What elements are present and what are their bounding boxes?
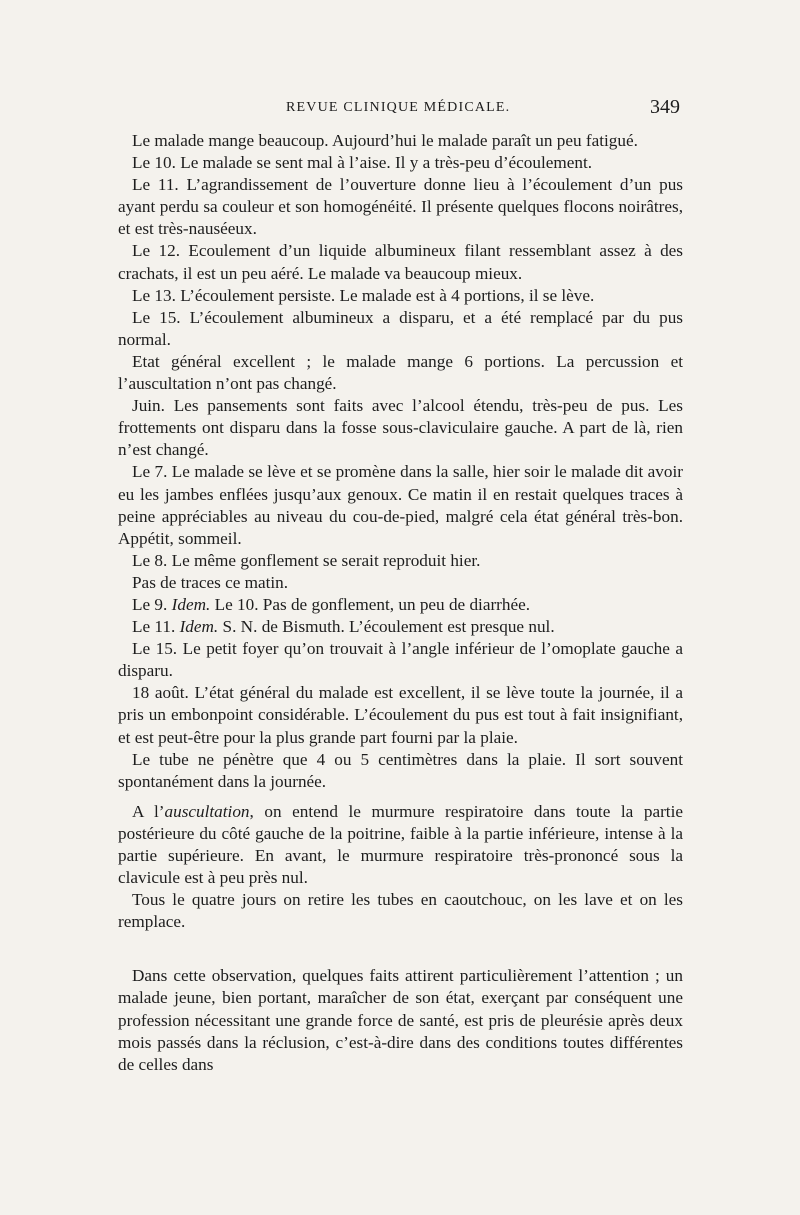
paragraph <box>118 594 683 616</box>
paragraph <box>118 801 683 889</box>
page-header <box>118 96 686 126</box>
text-run: , on entend le murmure respiratoire dans toute la partie postérieure du côté gauche de la poitrine, faible à la partie inférieure, intense à la partie supérieure. En avant, le murmure respiratoire très-prononcé sous la clavicule est à peu près nul. <box>118 801 683 888</box>
paragraph <box>118 616 683 638</box>
body-text <box>118 130 683 1076</box>
paragraph: 18 août. L’état général du malade est excellent, il se lève toute la journée, il a pris un embonpoint considérable. L’écoulement du pus est tout à fait insignifiant, et est peut-être pour la plus grande part fourni par la plaie. <box>118 683 683 747</box>
italic-text: auscultation <box>164 801 250 821</box>
italic-text: Idem. <box>179 617 219 637</box>
paragraph: Le 8. Le même gonflement se serait reproduit hier. <box>132 550 481 570</box>
italic-text: Idem. <box>171 594 211 614</box>
paragraph: Le 15. L’écoulement albumineux a disparu, et a été remplacé par du pus normal. <box>118 307 683 349</box>
paragraph: Le 11. L’agrandissement de l’ouverture donne lieu à l’écoulement d’un pus ayant perdu sa couleur et son homogénéité. Il présente quelques flocons noirâtres, et est très-nauséeux. <box>118 175 683 239</box>
page-number: 349 <box>650 96 680 118</box>
text-run: A l’ <box>132 801 165 821</box>
text-run: S. N. de Bismuth. L’écoulement est presque nul. <box>218 617 555 637</box>
text-run: Le 11. <box>132 617 180 637</box>
paragraph: Etat général excellent ; le malade mange 6 portions. La percussion et l’auscultation n’ont pas changé. <box>118 351 683 394</box>
paragraph: Le 10. Le malade se sent mal à l’aise. Il y a très-peu d’écoulement. <box>132 153 593 173</box>
running-head: REVUE CLINIQUE MÉDICALE. <box>286 100 511 115</box>
paragraph: Le 15. Le petit foyer qu’on trouvait à l’angle inférieur de l’omoplate gauche a disparu. <box>118 639 683 681</box>
paragraph: Le 12. Ecoulement d’un liquide albumineux filant ressemblant assez à des crachats, il est un peu aéré. Le malade va beaucoup mieux. <box>118 241 683 283</box>
paragraph: Le tube ne pénètre que 4 ou 5 centimètres dans la plaie. Il sort souvent spontanément dans la journée. <box>118 749 683 791</box>
text-run: Le 9. <box>132 594 172 614</box>
text-run: Le 10. Pas de gonflement, un peu de diarrhée. <box>210 594 531 614</box>
paragraph: Pas de traces ce matin. <box>132 572 289 592</box>
paragraph: Le 7. Le malade se lève et se promène dans la salle, hier soir le malade dit avoir eu les jambes enflées jusqu’aux genoux. Ce matin il en restait quelques traces à peine appréciables au niveau du cou-de-pied, malgré cela état général très-bon. Appétit, sommeil. <box>118 462 683 548</box>
paragraph: Tous le quatre jours on retire les tubes en caoutchouc, on les lave et on les remplace. <box>118 890 683 932</box>
paragraph: Juin. Les pansements sont faits avec l’alcool étendu, très-peu de pus. Les frottements ont disparu dans la fosse sous-claviculaire gauche. A part de là, rien n’est changé. <box>118 396 683 460</box>
paragraph: Le malade mange beaucoup. Aujourd’hui le malade paraît un peu fatigué. <box>132 131 638 150</box>
paragraph: Le 13. L’écoulement persiste. Le malade est à 4 portions, il se lève. <box>132 285 595 305</box>
paragraph: Dans cette observation, quelques faits attirent particulièrement l’attention ; un malade jeune, bien portant, maraîcher de son état, exerçant par conséquent une profession nécessitant une grande force de santé, est pris de pleurésie après deux mois passés dans la réclusion, c’est-à-dire dans des conditions toutes différentes de celles dans <box>118 966 683 1074</box>
